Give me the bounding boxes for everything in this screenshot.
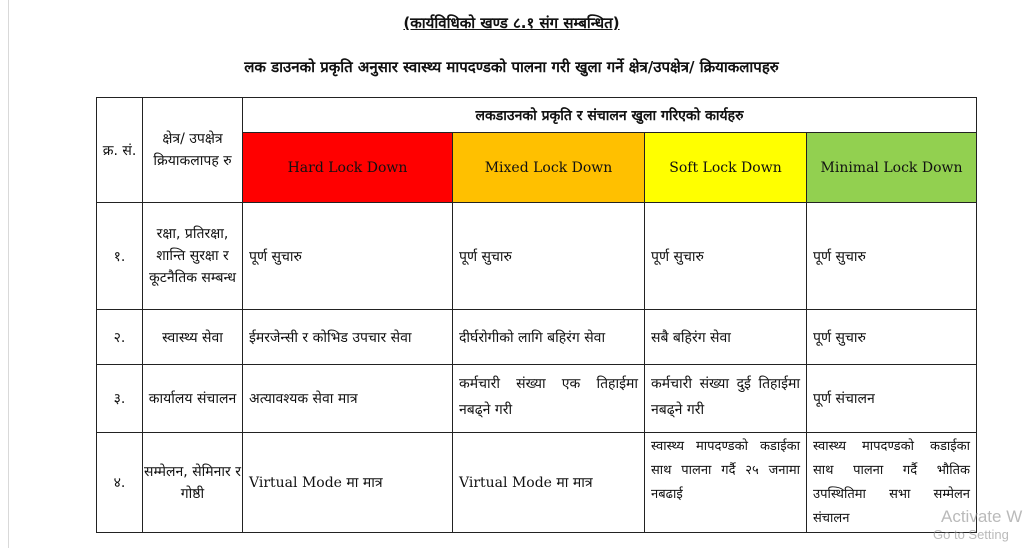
sector-header: क्षेत्र/ उपक्षेत्र क्रियाकलापह रु [143,98,243,203]
header-row [97,98,977,133]
row-sector: कार्यालय संचालन [143,365,243,433]
table-row [97,365,977,433]
page-left-border [8,0,9,548]
row-cell: पूर्ण सुचारु [645,203,807,310]
level-hard: Hard Lock Down [243,133,453,203]
group-header: लकडाउनको प्रकृति र संचालन खुला गरिएको कार्यहरु [243,98,977,133]
windows-activation-watermark: Activate W Go to Setting [933,507,1023,542]
row-sn: ४. [97,433,143,533]
row-sn: ३. [97,365,143,433]
row-cell: Virtual Mode मा मात्र [453,433,645,533]
document-heading: (कार्यविधिको खण्ड ८.१ संग सम्बन्धित) [403,14,620,32]
row-sn: २. [97,310,143,365]
document-subheading: लक डाउनको प्रकृति अनुसार स्वास्थ्य मापदण्डको पालना गरी खुला गर्ने क्षेत्र/उपक्षेत्र/ क्रियाकलापहरु [244,58,779,76]
row-cell: कर्मचारी संख्या दुई तिहाईमा नबढ्ने गरी [645,365,807,433]
row-sn: १. [97,203,143,310]
row-cell: ईमरजेन्सी र कोभिड उपचार सेवा [243,310,453,365]
row-sector: सम्मेलन, सेमिनार र गोष्ठी [143,433,243,533]
row-cell: पूर्ण सुचारु [243,203,453,310]
row-cell: स्वास्थ्य मापदण्डको कडाईका साथ पालना गर्दै २५ जनामा नबढाई [645,433,807,533]
row-cell: दीर्घरोगीको लागि बहिरंग सेवा [453,310,645,365]
row-sector: स्वास्थ्य सेवा [143,310,243,365]
row-cell: कर्मचारी संख्या एक तिहाईमा नबढ्ने गरी [453,365,645,433]
row-cell: पूर्ण सुचारु [807,310,977,365]
row-cell: पूर्ण सुचारु [453,203,645,310]
row-cell: पूर्ण संचालन [807,365,977,433]
level-minimal: Minimal Lock Down [807,133,977,203]
table-row [97,433,977,533]
row-cell: Virtual Mode मा मात्र [243,433,453,533]
row-cell: सबै बहिरंग सेवा [645,310,807,365]
row-sector: रक्षा, प्रतिरक्षा, शान्ति सुरक्षा र कूटनैतिक सम्बन्ध [143,203,243,310]
level-mixed: Mixed Lock Down [453,133,645,203]
row-cell: पूर्ण सुचारु [807,203,977,310]
sn-header: क्र. सं. [97,98,143,203]
lockdown-table [96,97,977,533]
table-row [97,203,977,310]
row-cell: अत्यावश्यक सेवा मात्र [243,365,453,433]
table-row [97,310,977,365]
row-cell: स्वास्थ्य मापदण्डको कडाईका साथ पालना गर्दै भौतिक उपस्थितिमा सभा सम्मेलन संचालन [807,433,977,533]
level-soft: Soft Lock Down [645,133,807,203]
